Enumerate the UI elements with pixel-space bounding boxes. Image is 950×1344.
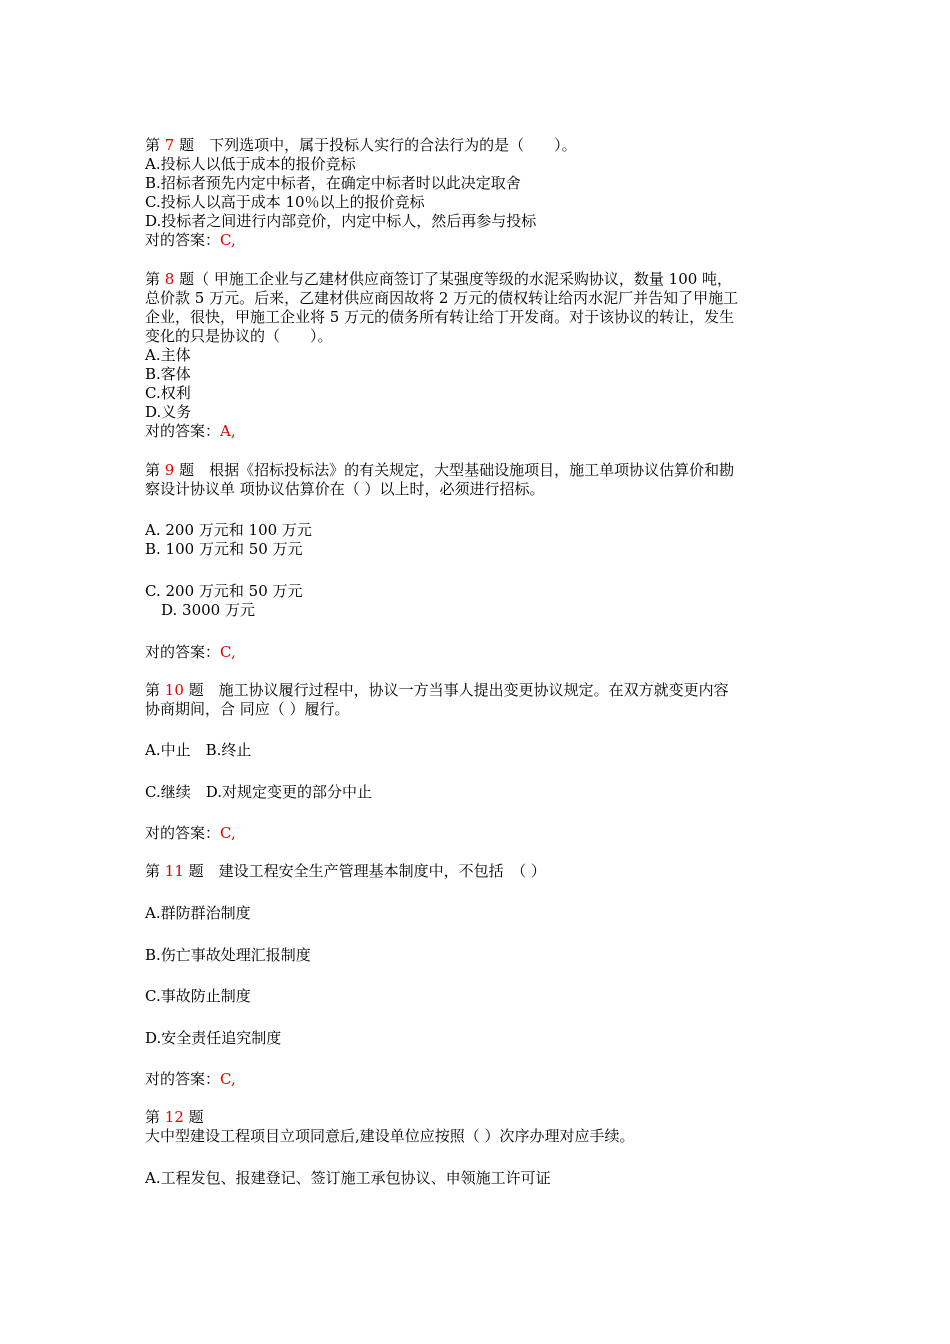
question-8-answer: 对的答案：A, bbox=[145, 422, 236, 440]
question-11-option-a: A.群防群治制度 bbox=[145, 904, 251, 922]
question-10-options-ab: A.中止 B.终止 bbox=[145, 741, 252, 759]
question-9-answer: 对的答案：C, bbox=[145, 643, 236, 661]
question-12-title: 第 12 题 bbox=[145, 1108, 204, 1126]
question-7-title: 第 7 题 下列选项中，属于投标人实行的合法行为的是（ ）。 bbox=[145, 136, 577, 154]
question-9-title: 第 9 题 根据《招标投标法》的有关规定，大型基础设施项目，施工单项协议估算价和勘 bbox=[145, 461, 735, 479]
question-10-answer: 对的答案：C, bbox=[145, 824, 236, 842]
question-8-option-c: C.权利 bbox=[145, 384, 191, 402]
question-12-text: 大中型建设工程项目立项同意后,建设单位应按照（ ）次序办理对应手续。 bbox=[145, 1127, 635, 1145]
question-7-option-a: A.投标人以低于成本的报价竞标 bbox=[145, 155, 356, 173]
question-8-option-a: A.主体 bbox=[145, 346, 191, 364]
question-9-option-d: D. 3000 万元 bbox=[161, 601, 255, 619]
question-9-option-b: B. 100 万元和 50 万元 bbox=[145, 540, 303, 558]
question-11-title: 第 11 题 建设工程安全生产管理基本制度中，不包括 （ ） bbox=[145, 862, 546, 880]
question-10-text-line: 协商期间，合 同应（ ）履行。 bbox=[145, 700, 350, 718]
question-7-answer: 对的答案：C, bbox=[145, 231, 236, 249]
question-7-option-b: B.招标者预先内定中标者，在确定中标者时以此决定取舍 bbox=[145, 174, 521, 192]
question-8-option-d: D.义务 bbox=[145, 403, 192, 421]
question-7-option-d: D.投标者之间进行内部竞价，内定中标人，然后再参与投标 bbox=[145, 212, 537, 230]
question-8-option-b: B.客体 bbox=[145, 365, 191, 383]
question-10-options-cd: C.继续 D.对规定变更的部分中止 bbox=[145, 783, 372, 801]
question-9-option-a: A. 200 万元和 100 万元 bbox=[145, 521, 312, 539]
question-7-option-c: C.投标人以高于成本 10％以上的报价竞标 bbox=[145, 193, 425, 211]
question-11-answer: 对的答案：C, bbox=[145, 1070, 236, 1088]
question-12-option-a: A.工程发包、报建登记、签订施工承包协议、申领施工许可证 bbox=[145, 1169, 551, 1187]
question-9-text-line: 察设计协议单 项协议估算价在（ ）以上时，必须进行招标。 bbox=[145, 480, 545, 498]
question-8-text-line: 变化的只是协议的（ ）。 bbox=[145, 327, 333, 345]
question-8-title: 第 8 题（ 甲施工企业与乙建材供应商签订了某强度等级的水泥采购协议，数量 100 吨， bbox=[145, 270, 733, 288]
question-9-option-c: C. 200 万元和 50 万元 bbox=[145, 582, 303, 600]
question-10-title: 第 10 题 施工协议履行过程中，协议一方当事人提出变更协议规定。在双方就变更内容 bbox=[145, 681, 729, 699]
question-11-option-d: D.安全责任追究制度 bbox=[145, 1029, 282, 1047]
question-8-text-line: 企业，很快，甲施工企业将 5 万元的债务所有转让给丁开发商。对于该协议的转让，发生 bbox=[145, 308, 735, 326]
question-11-option-b: B.伤亡事故处理汇报制度 bbox=[145, 946, 311, 964]
question-11-option-c: C.事故防止制度 bbox=[145, 987, 251, 1005]
question-8-text-line: 总价款 5 万元。后来，乙建材供应商因故将 2 万元的债权转让给丙水泥厂并告知了甲施工 bbox=[145, 289, 739, 307]
